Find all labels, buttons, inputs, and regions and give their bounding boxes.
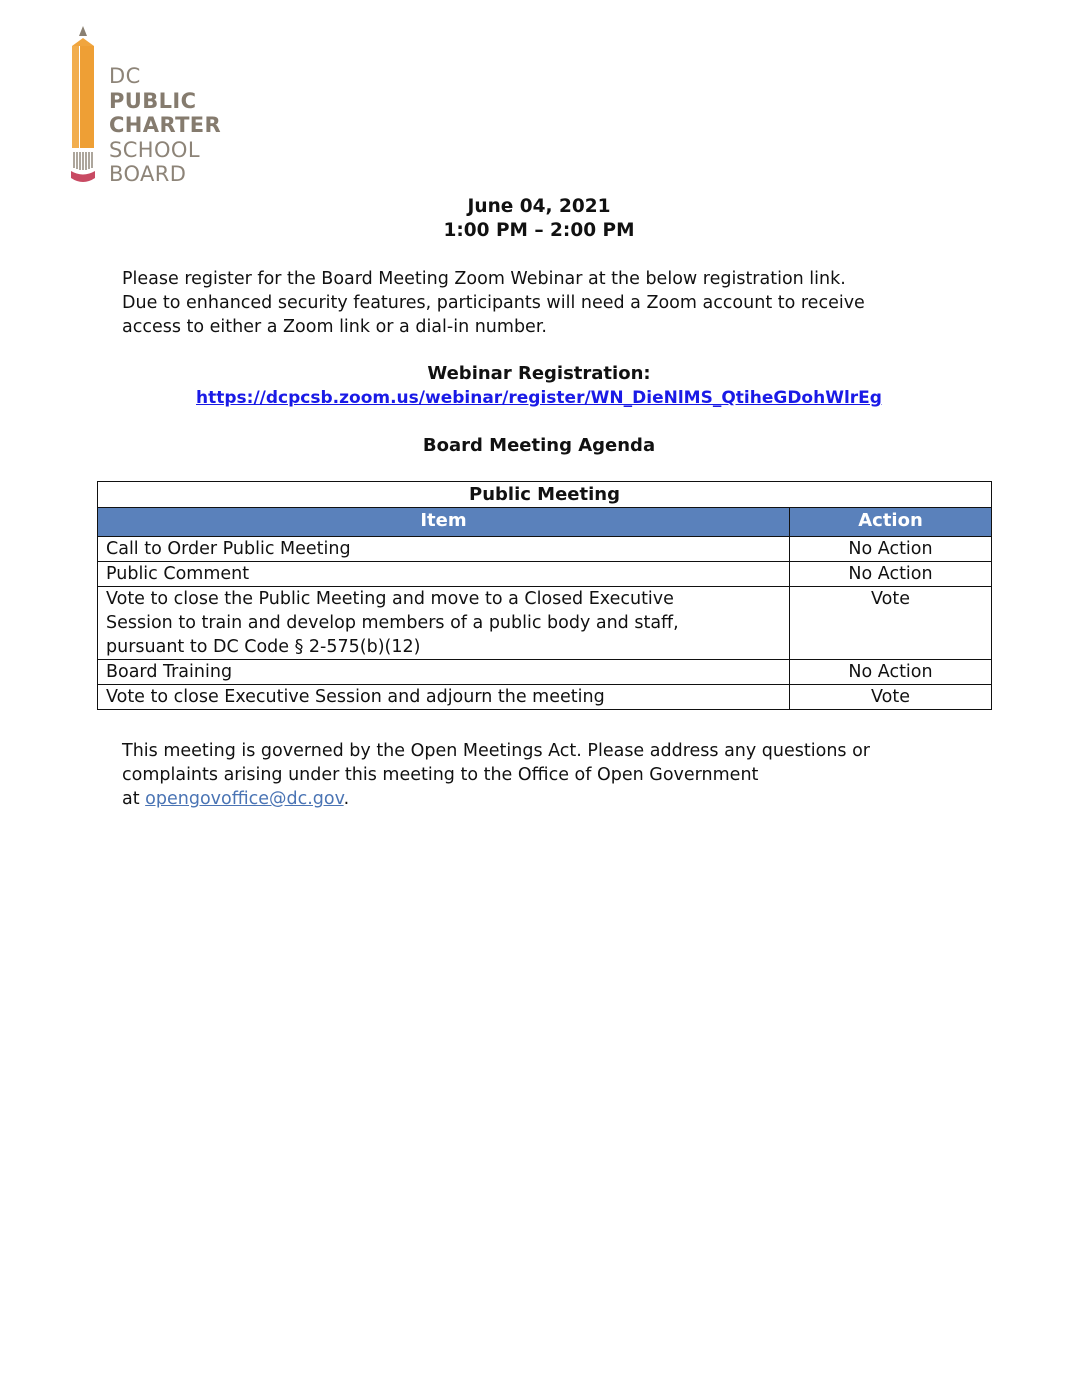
logo-word-school: SCHOOL [109,137,200,162]
agenda-item-text: Call to Order Public Meeting [106,539,351,559]
pencil-icon [66,26,106,188]
meeting-time: 1:00 PM – 2:00 PM [443,220,635,241]
agenda-item-text: Vote to close the Public Meeting and move to a Closed Executive [106,589,674,609]
footer-line: This meeting is governed by the Open Meetings Act. Please address any questions or [122,741,870,761]
footer-line: complaints arising under this meeting to the Office of Open Government [122,765,759,785]
dc-pcsb-logo [66,26,246,188]
footer-suffix: . [343,789,350,809]
agenda-item-text: Public Comment [106,564,250,584]
table-row [98,587,992,660]
agenda-action-cell: No Action [790,537,992,562]
pencil-body-top [72,38,94,46]
agenda-action-cell: Vote [790,587,992,660]
registration-link-wrap [0,386,1078,410]
logo-wordmark [109,64,221,187]
agenda-action-cell: No Action [790,562,992,587]
footer-line [122,787,982,811]
intro-line: Due to enhanced security features, participants will need a Zoom account to receive [122,293,865,313]
table-section-title: Public Meeting [98,482,992,508]
intro-line: access to either a Zoom link or a dial-in number. [122,317,547,337]
agenda-item-cell [98,537,790,562]
table-row [98,660,992,685]
pencil-body-middle [80,46,94,148]
table-header-row [98,508,992,537]
intro-paragraph [122,267,982,339]
table-row [98,537,992,562]
agenda-item-text: pursuant to DC Code § 2-575(b)(12) [106,637,421,657]
agenda-table [97,481,992,710]
logo-word-public: PUBLIC [109,88,197,113]
table-row [98,685,992,710]
agenda-item-cell [98,562,790,587]
footer-prefix: at [122,789,146,809]
pencil-tip [79,26,87,36]
pencil-ferrule [74,152,92,170]
table-row [98,562,992,587]
agenda-item-text: Session to train and develop members of a public body and staff, [106,613,679,633]
footer-paragraph [122,739,982,811]
logo-word-charter: CHARTER [109,113,222,138]
column-header-item: Item [98,508,790,537]
agenda-item-cell [98,685,790,710]
column-header-action: Action [790,508,992,537]
agenda-item-cell [98,660,790,685]
agenda-item-text: Vote to close Executive Session and adjourn the meeting [106,687,605,707]
agenda-item-text: Board Training [106,662,233,682]
pencil-eraser [71,171,95,182]
intro-line: Please register for the Board Meeting Zoom Webinar at the below registration link. [122,269,846,289]
registration-link[interactable]: https://dcpcsb.zoom.us/webinar/register/WN_DieNlMS_QtiheGDohWlrEg [196,388,882,408]
agenda-item-cell [98,587,790,660]
registration-label: Webinar Registration: [427,363,651,384]
email-link[interactable]: opengovoffice@dc.gov [145,789,344,809]
logo-word-board: BOARD [109,162,187,187]
logo-word-dc: DC [109,64,141,88]
agenda-action-cell: No Action [790,660,992,685]
agenda-action-cell: Vote [790,685,992,710]
meeting-date: June 04, 2021 [467,196,611,217]
table-title-row [98,482,992,508]
agenda-title: Board Meeting Agenda [422,435,656,456]
pencil-body-left [72,46,79,148]
